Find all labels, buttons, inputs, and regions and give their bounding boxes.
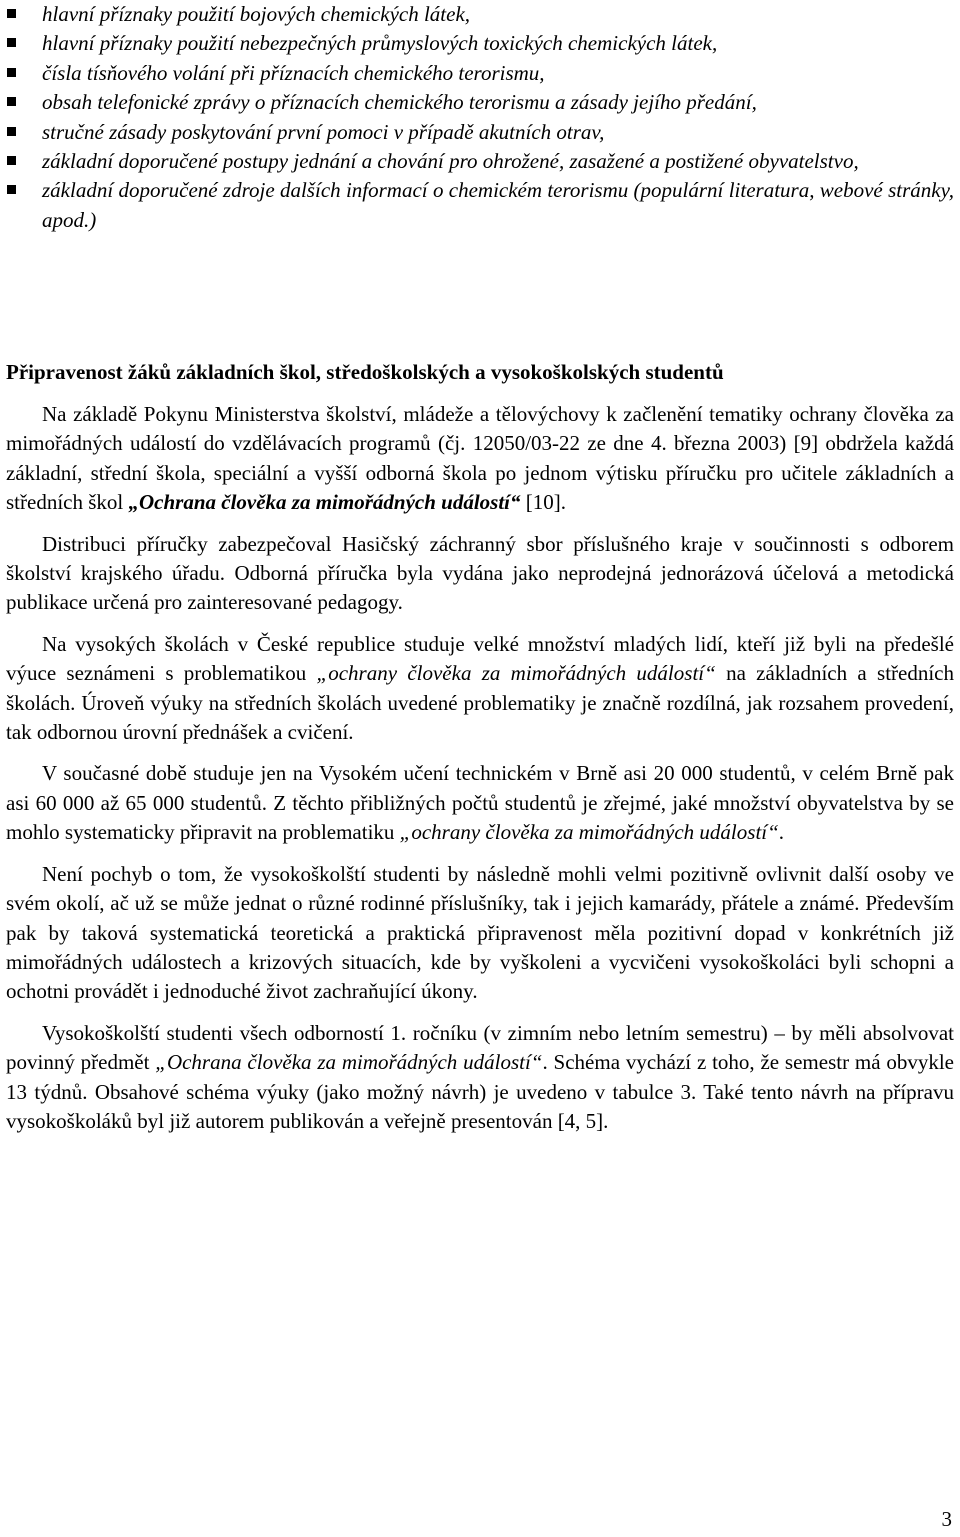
- citation-ref: [10].: [520, 490, 567, 515]
- page-number: 3: [941, 1507, 952, 1531]
- paragraph: [6, 630, 954, 748]
- paragraph-text: na základních a středních školách. Úroveň výuky na středních školách uvedené problematiky je značně rozdílná, jak rozsahem provedení, tak odbornou úrovní přednášek a cvičení.: [6, 661, 954, 745]
- section-heading: Připravenost žáků základních škol, středoškolských a vysokoškolských studentů: [6, 360, 724, 384]
- list-item-text: obsah telefonické zprávy o příznacích chemického terorismu a zásady jejího předání,: [42, 90, 757, 115]
- square-bullet-icon: [7, 127, 16, 136]
- italic-quote: „ochrany člověka za mimořádných událostí“: [316, 661, 716, 686]
- list-item-text: stručné zásady poskytování první pomoci v případě akutních otrav,: [42, 119, 605, 144]
- publication-title: „Ochrana člověka za mimořádných událostí“: [128, 490, 521, 515]
- list-item-text: základní doporučené zdroje dalších informací o chemickém terorismu (populární literatura, webové stránky, apod.): [42, 178, 954, 232]
- square-bullet-icon: [7, 97, 16, 106]
- list-item-text: základní doporučené postupy jednání a chování pro ohrožené, zasažené a postižené obyvatelstvo,: [42, 149, 859, 174]
- paragraph: [6, 1019, 954, 1137]
- square-bullet-icon: [7, 68, 16, 77]
- paragraph-text: Vysokoškolští studenti všech odborností 1. ročníku (v zimním nebo letním semestru) – by měli absolvovat povinný předmět: [6, 1020, 954, 1075]
- square-bullet-icon: [7, 185, 16, 194]
- bullet-list: [6, 0, 954, 235]
- body-text: [6, 400, 954, 1136]
- paragraph-text: Na vysokých školách v České republice studuje velké množství mladých lidí, kteří již byli na předešlé výuce seznámeni s problematikou: [6, 631, 954, 686]
- list-item: [6, 118, 954, 147]
- list-item: [6, 29, 954, 58]
- list-item: [6, 0, 954, 29]
- list-item: [6, 88, 954, 117]
- list-item: [6, 147, 954, 176]
- list-item-text: čísla tísňového volání při příznacích chemického terorismu,: [42, 60, 545, 85]
- paragraph-text: .: [778, 820, 785, 845]
- square-bullet-icon: [7, 156, 16, 165]
- list-item: [6, 176, 954, 235]
- paragraph-text: V současné době studuje jen na Vysokém učení technickém v Brně asi 20 000 studentů, v celém Brně pak asi 60 000 až 65 000 studentů. Z těchto přibližných počtů studentů je zřejmé, jaké množství obyvatelstva by se mohlo systematicky připravit na problematiku: [6, 761, 954, 845]
- bullet-section: [6, 0, 954, 235]
- italic-quote: „ochrany člověka za mimořádných událostí“: [399, 820, 779, 845]
- paragraph: Distribuci příručky zabezpečoval Hasičský záchranný sbor příslušného kraje v součinnosti s odborem školství krajského úřadu. Odborná příručka byla vydána jako neprodejná jednorázová účelová a metodická publikace určená pro zainteresované pedagogy.: [6, 531, 954, 615]
- list-item-text: hlavní příznaky použití bojových chemických látek,: [42, 2, 471, 26]
- square-bullet-icon: [7, 38, 16, 47]
- square-bullet-icon: [7, 9, 16, 18]
- list-item-text: hlavní příznaky použití nebezpečných průmyslových toxických chemických látek,: [42, 31, 718, 56]
- paragraph: [6, 400, 954, 518]
- italic-quote: „Ochrana člověka za mimořádných událostí“: [155, 1050, 543, 1075]
- paragraph: [6, 759, 954, 847]
- paragraph-text: Na základě Pokynu Ministerstva školství, mládeže a tělovýchovy k začlenění tematiky ochrany člověka za mimořádných událostí do vzdělávacích programů (čj. 12050/03-22 ze dne 4. března 2003) [9] obdržela každá základní, střední škola, speciální a vyšší odborná škola po jednom výtisku příručku pro učitele základních a středních škol: [6, 402, 954, 515]
- paragraph-text: . Schéma vychází z toho, že semestr má obvykle 13 týdnů. Obsahové schéma výuky (jako možný návrh) je uvedeno v tabulce 3. Také tento návrh na přípravu vysokoškoláků byl již autorem publikován a veřejně presentován [4, 5].: [6, 1050, 955, 1133]
- paragraph: Není pochyb o tom, že vysokoškolští studenti by následně mohli velmi pozitivně ovlivnit další osoby ve svém okolí, ač už se může jednat o různé rodinné příslušníky, tak i jejich kamarády, přátele a známé. Především pak by taková systematická teoretická a praktická připravenost měla pozitivní dopad v konkrétních již mimořádných událostech a krizových situacích, kde by vyškoleni a vycvičeni vysokoškoláci byli schopni a ochotni provádět i jednoduché život zachraňující úkony.: [6, 861, 954, 1004]
- list-item: [6, 59, 954, 88]
